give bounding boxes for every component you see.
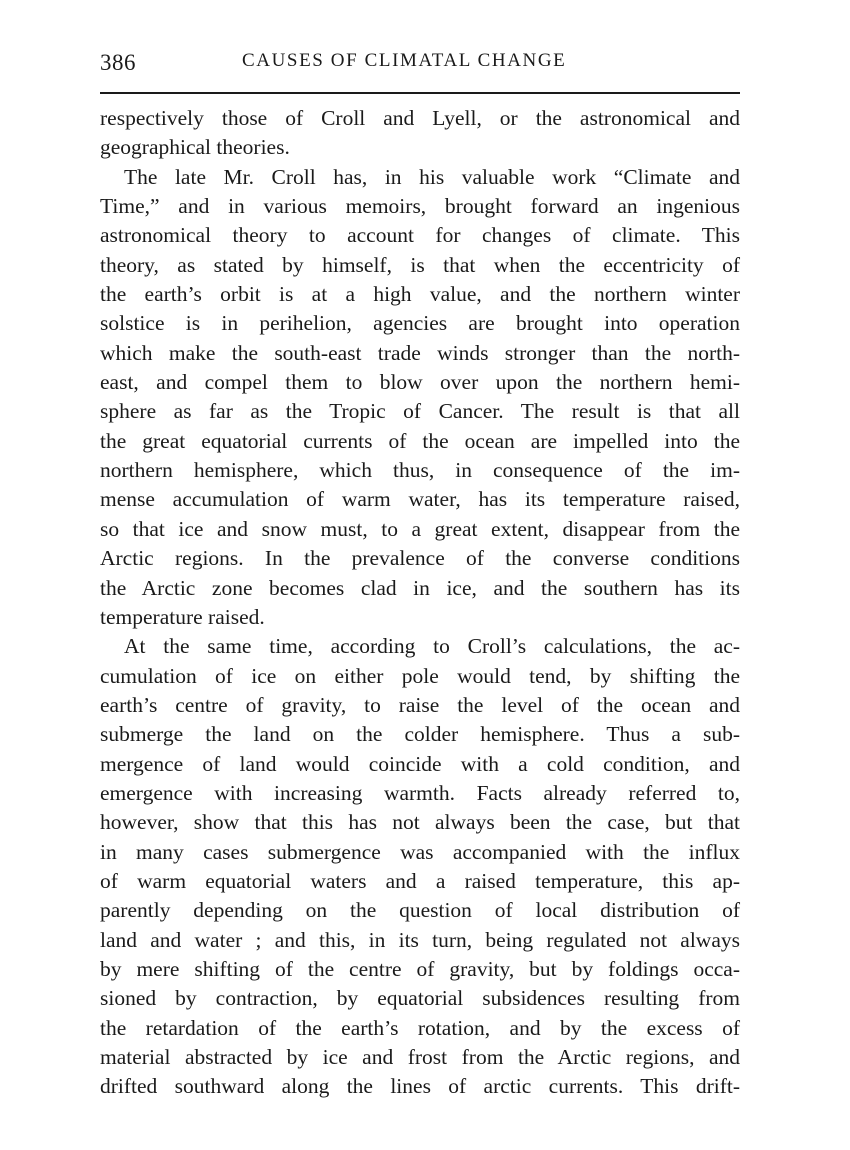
text-line: by mere shifting of the centre of gravity, but by foldings occa- [100, 956, 740, 981]
text-line: theory, as stated by himself, is that when the eccentricity of [100, 252, 740, 277]
text-line: however, show that this has not always been the case, but that [100, 810, 740, 835]
page-header [100, 44, 745, 80]
text-line: temperature raised. [100, 604, 265, 629]
text-line: emergence with increasing warmth. Facts already referred to, [100, 780, 740, 805]
text-line: Arctic regions. In the prevalence of the converse conditions [100, 546, 740, 571]
text-line: east, and compel them to blow over upon the northern hemi- [100, 370, 740, 395]
text-line: astronomical theory to account for changes of climate. This [100, 223, 740, 248]
page-number: 386 [100, 50, 136, 75]
text-line: geographical theories. [100, 135, 290, 160]
body-text [100, 104, 740, 1102]
text-line: so that ice and snow must, to a great extent, disappear from the [100, 516, 740, 541]
text-line: the earth’s orbit is at a high value, and the northern winter [100, 282, 740, 307]
text-line: cumulation of ice on either pole would tend, by shifting the [100, 663, 740, 688]
text-line: the Arctic zone becomes clad in ice, and the southern has its [100, 575, 740, 600]
running-head: CAUSES OF CLIMATAL CHANGE [242, 50, 567, 71]
text-line: in many cases submergence was accompanied with the influx [100, 839, 740, 864]
text-line: parently depending on the question of local distribution of [100, 898, 740, 923]
text-line: The late Mr. Croll has, in his valuable work “Climate and [124, 164, 740, 189]
text-line: earth’s centre of gravity, to raise the level of the ocean and [100, 692, 740, 717]
text-line: land and water ; and this, in its turn, being regulated not always [100, 927, 740, 952]
text-line: mergence of land would coincide with a cold condition, and [100, 751, 740, 776]
text-line: sphere as far as the Tropic of Cancer. The result is that all [100, 399, 740, 424]
text-line: drifted southward along the lines of arctic currents. This drift- [100, 1074, 740, 1099]
text-line: of warm equatorial waters and a raised temperature, this ap- [100, 868, 740, 893]
text-line: which make the south-east trade winds stronger than the north- [100, 340, 740, 365]
text-line: the retardation of the earth’s rotation, and by the excess of [100, 1015, 740, 1040]
text-line: solstice is in perihelion, agencies are brought into operation [100, 311, 740, 336]
text-line: Time,” and in various memoirs, brought forward an ingenious [100, 194, 740, 219]
text-line: mense accumulation of warm water, has its temperature raised, [100, 487, 740, 512]
text-line: respectively those of Croll and Lyell, or the astronomical and [100, 106, 740, 130]
text-line: material abstracted by ice and frost from the Arctic regions, and [100, 1045, 740, 1069]
text-line: northern hemisphere, which thus, in consequence of the im- [100, 458, 740, 483]
text-line: sioned by contraction, by equatorial subsidences resulting from [100, 986, 740, 1011]
text-line: the great equatorial currents of the ocean are impelled into the [100, 428, 740, 453]
text-line: At the same time, according to Croll’s calculations, the ac- [124, 634, 740, 659]
text-line: submerge the land on the colder hemisphere. Thus a sub- [100, 722, 740, 747]
header-rule [100, 92, 740, 94]
